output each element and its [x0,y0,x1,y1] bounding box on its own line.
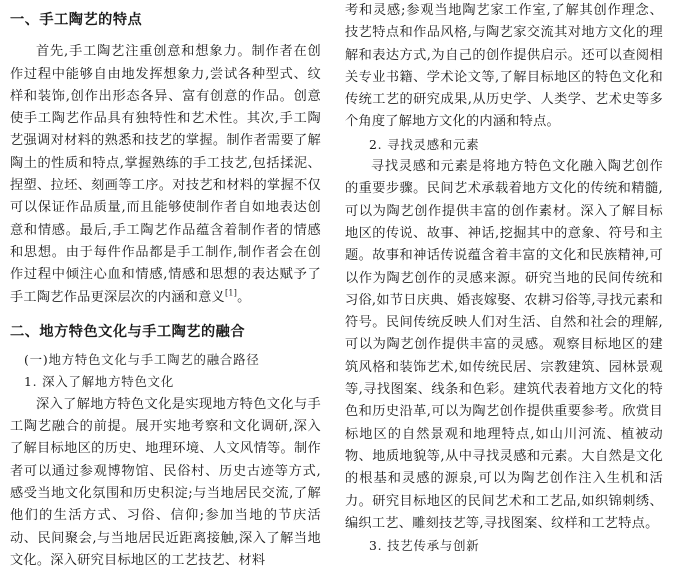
item-2-heading: 2. 寻找灵感和元素 [369,136,480,152]
section-1-paragraph-end: 。 [237,289,251,305]
item-1-paragraph: 深入了解地方特色文化是实现地方特色文化与手工陶艺融合的前提。展开实地考察和文化调研,深入了解目标地区的历史、地理环境、人文风情等。制作者可以通过参观博物馆、民俗村、历史古迹等方式,感受当地文化氛围和历史积淀;与当地居民交流,了解他们的生活方式、习俗、信仰;参加当地的节庆活动、民间聚会,与当地居民近距离接触,深入了解当地文化。深入研究目标地区的工艺技艺、材料 [10,396,321,568]
section-1-paragraph [10,41,321,309]
subsection-1-heading: (一)地方特色文化与手工陶艺的融合路径 [24,352,260,368]
item-1-heading: 1. 深入了解地方特色文化 [24,374,175,390]
right-column [345,0,663,557]
section-1-paragraph-text: 首先,手工陶艺注重创意和想象力。制作者在创作过程中能够自由地发挥想象力,尝试各种型式、纹样和装饰,创作出形态各异、富有创意的作品。创意使手工陶艺作品具有独特性和艺术性。其次,手工陶艺强调对材料的熟悉和技艺的掌握。制作者需要了解陶土的性质和特点,掌握熟练的手工技艺,包括揉泥、捏塑、拉坯、刻画等工序。对技艺和材料的掌握不仅可以保证作品质量,而且能够使制作者自如地表达创意和情感。最后,手工陶艺作品蕴含着制作者的情感和思想。由于每件作品都是手工制作,制作者会在创作过程中倾注心血和情感,情感和思想的表达赋予了手工陶艺作品更深层次的内涵和意义 [10,44,321,305]
section-2-heading: 二、地方特色文化与手工陶艺的融合 [10,323,246,340]
section-1-heading: 一、手工陶艺的特点 [10,12,143,28]
citation-ref-1: [1] [225,288,238,298]
left-column [10,0,321,572]
item-3-heading: 3. 技艺传承与创新 [369,538,480,554]
item-2-paragraph: 寻找灵感和元素是将地方特色文化融入陶艺创作的重要步骤。民间艺术承载着地方文化的传统和精髓,可以为陶艺创作提供丰富的创作素材。深入了解目标地区的传说、故事、神话,挖掘其中的意象、符号和主题。故事和神话传说蕴含着丰富的文化和民族精神,可以作为陶艺创作的灵感来源。研究当地的民间传统和习俗,如节日庆典、婚丧嫁娶、农耕习俗等,寻找元素和符号。民间传统反映人们对生活、自然和社会的理解,可以为陶艺创作提供丰富的灵感。观察目标地区的建筑风格和装饰艺术,如传统民居、宗教建筑、园林景观等,寻找图案、线条和色彩。建筑代表着地方文化的特色和历史沿革,可以为陶艺创作提供重要参考。欣赏目标地区的自然景观和地理特点,如山川河流、植被动物、地质地貌等,从中寻找灵感和元素。大自然是文化的根基和灵感的源泉,可以为陶艺创作注入生机和活力。研究目标地区的民间艺术和工艺品,如织锦刺绣、编织工艺、雕刻技艺等,寻找图案、纹样和工艺特点。 [345,159,663,531]
continued-paragraph: 考和灵感;参观当地陶艺家工作室,了解其创作理念、技艺特点和作品风格,与陶艺家交流其对地方文化的理解和表达方式,为自己的创作提供启示。还可以查阅相关专业书籍、学术论文等,了解目标地区的特色文化和传统工艺的研究成果,从历史学、人类学、艺术史等多个角度了解地方文化的内涵和特点。 [345,3,663,130]
